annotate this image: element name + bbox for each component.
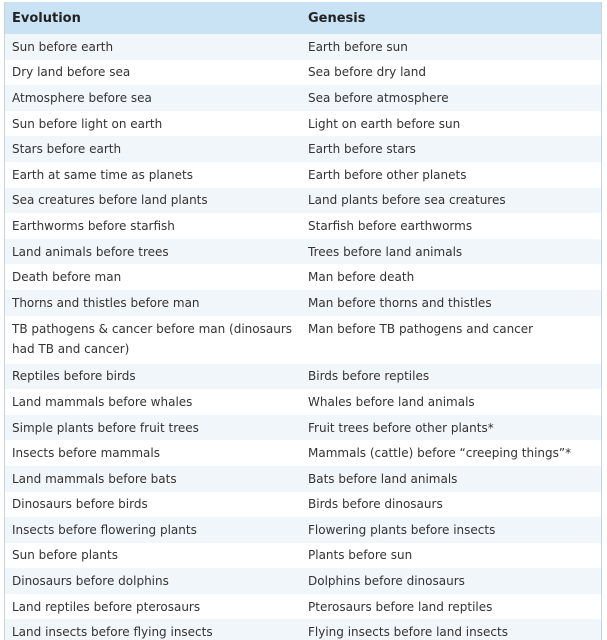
evolution-cell: Insects before flowering plants (12, 522, 197, 537)
evolution-cell: Land insects before flying insects (12, 625, 213, 640)
genesis-cell: Fruit trees before other plants* (308, 420, 494, 435)
genesis-cell: Whales before land animals (308, 394, 475, 409)
evolution-cell: Death before man (12, 270, 122, 285)
table-row (5, 517, 601, 543)
evolution-cell: Thorns and thistles before man (12, 295, 200, 310)
genesis-cell: Mammals (cattle) before “creeping things”* (308, 446, 572, 461)
evolution-cell: Land mammals before whales (12, 394, 193, 409)
evolution-cell: TB pathogens & cancer before man (dinosaurs had TB and cancer) (12, 321, 293, 356)
genesis-cell: Starfish before earthworms (308, 218, 473, 233)
genesis-cell: Man before death (308, 270, 415, 285)
table-row (5, 239, 601, 265)
table-row (5, 290, 601, 316)
evolution-cell: Sun before plants (12, 548, 118, 563)
evolution-cell: Atmosphere before sea (12, 90, 152, 105)
table-row (5, 619, 601, 640)
table-row (5, 85, 601, 111)
table-row (5, 188, 601, 214)
genesis-cell: Bats before land animals (308, 471, 458, 486)
evolution-cell: Sun before light on earth (12, 116, 163, 131)
header-genesis: Genesis (308, 10, 366, 26)
table-row (5, 316, 601, 364)
table-row (5, 594, 601, 620)
table-header-row (5, 2, 601, 34)
genesis-cell: Land plants before sea creatures (308, 193, 506, 208)
genesis-cell: Pterosaurs before land reptiles (308, 599, 493, 614)
table-row (5, 213, 601, 239)
table-row (5, 136, 601, 162)
table-row (5, 264, 601, 290)
table-row (5, 568, 601, 594)
evolution-cell: Earth at same time as planets (12, 167, 193, 182)
genesis-cell: Sea before atmosphere (308, 90, 449, 105)
table-row (5, 492, 601, 518)
evolution-cell: Simple plants before fruit trees (12, 420, 199, 435)
evolution-cell: Land mammals before bats (12, 471, 177, 486)
genesis-cell: Plants before sun (308, 548, 413, 563)
genesis-cell: Birds before reptiles (308, 369, 430, 384)
genesis-cell: Birds before dinosaurs (308, 497, 443, 512)
genesis-cell: Trees before land animals (308, 244, 463, 259)
evolution-cell: Earthworms before starfish (12, 218, 175, 233)
genesis-cell: Light on earth before sun (308, 116, 461, 131)
genesis-cell: Dolphins before dinosaurs (308, 574, 465, 589)
table-row (5, 60, 601, 86)
table-row (5, 34, 601, 60)
genesis-cell: Man before thorns and thistles (308, 295, 492, 310)
genesis-cell: Earth before other planets (308, 167, 467, 182)
table-row (5, 162, 601, 188)
table-row (5, 389, 601, 415)
genesis-cell: Flowering plants before insects (308, 522, 496, 537)
table-row (5, 415, 601, 441)
evolution-cell: Land reptiles before pterosaurs (12, 599, 201, 614)
table-row (5, 466, 601, 492)
genesis-cell: Earth before sun (308, 39, 408, 54)
evolution-cell: Dry land before sea (12, 65, 131, 80)
evolution-cell: Reptiles before birds (12, 369, 136, 384)
comparison-table-container (4, 2, 602, 640)
comparison-table (5, 2, 601, 640)
evolution-cell: Dinosaurs before birds (12, 497, 148, 512)
evolution-cell: Stars before earth (12, 142, 122, 157)
genesis-cell: Man before TB pathogens and cancer (308, 321, 534, 336)
evolution-cell: Dinosaurs before dolphins (12, 574, 169, 589)
table-row (5, 440, 601, 466)
genesis-cell: Sea before dry land (308, 65, 426, 80)
evolution-cell: Land animals before trees (12, 244, 169, 259)
header-evolution: Evolution (12, 10, 81, 26)
evolution-cell: Insects before mammals (12, 446, 160, 461)
table-row (5, 111, 601, 137)
genesis-cell: Earth before stars (308, 142, 416, 157)
table-row (5, 364, 601, 390)
table-row (5, 543, 601, 569)
evolution-cell: Sun before earth (12, 39, 114, 54)
evolution-cell: Sea creatures before land plants (12, 193, 208, 208)
genesis-cell: Flying insects before land insects (308, 625, 508, 640)
